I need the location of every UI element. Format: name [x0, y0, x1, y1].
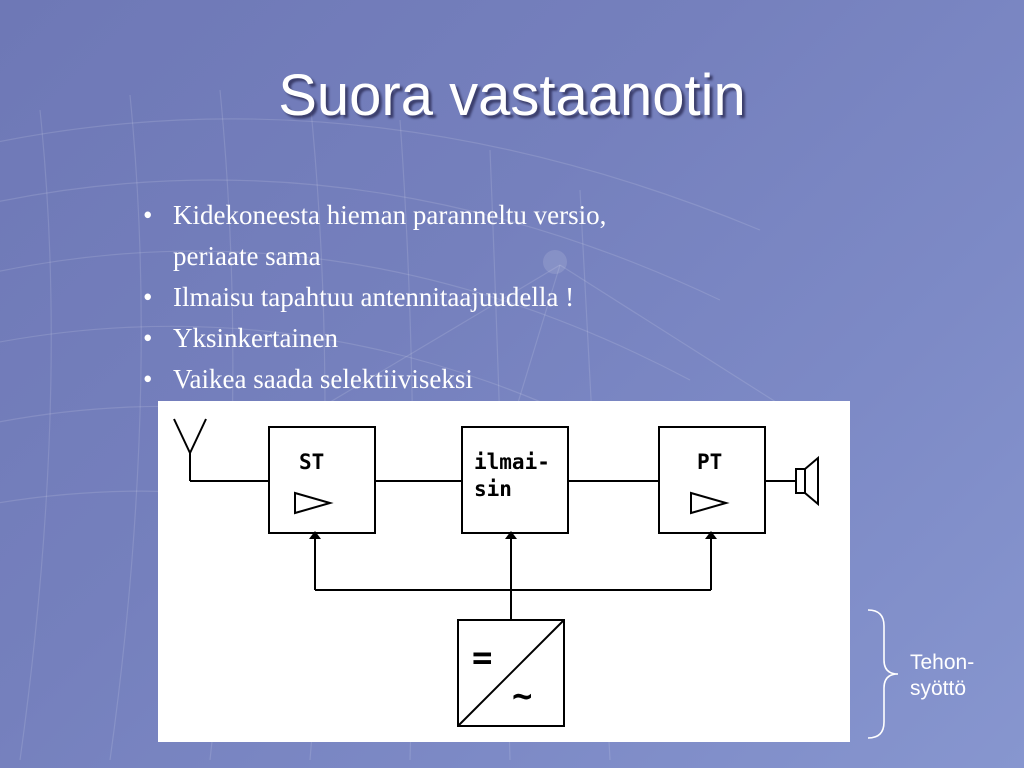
slide-title: Suora vastaanotin	[278, 63, 746, 128]
bullet-dot-icon: •	[143, 282, 153, 312]
af-amplifier-block	[659, 427, 765, 533]
rf-amplifier-block	[269, 427, 375, 533]
side-label-line2: syöttö	[910, 677, 967, 700]
bullet-item	[143, 195, 783, 277]
bullet-text: Ilmaisu tapahtuu antennitaajuudella !	[173, 282, 575, 312]
detector-label-line1: ilmai-	[474, 450, 550, 474]
detector-label-line2: sin	[474, 477, 512, 501]
st-amplifier-icon	[295, 493, 330, 513]
bullet-dot-icon: •	[143, 364, 153, 394]
st-label: ST	[299, 450, 325, 474]
psu-dc-symbol: =	[472, 638, 493, 678]
curly-brace-icon	[866, 608, 906, 740]
bullet-text: Kidekoneesta hieman paranneltu versio,	[173, 200, 607, 230]
side-label-line1: Tehon-	[910, 651, 975, 674]
bullet-item	[143, 277, 783, 318]
bullet-dot-icon: •	[143, 323, 153, 353]
bullet-item	[143, 359, 783, 400]
receiver-block-diagram	[158, 401, 850, 742]
bullet-text: Vaikea saada selektiiviseksi	[173, 364, 473, 394]
bullet-list	[143, 195, 783, 400]
power-supply-side-label	[910, 650, 974, 702]
bullet-text: Yksinkertainen	[173, 323, 338, 353]
bullet-text-continuation: periaate sama	[173, 241, 321, 271]
psu-ac-symbol: ~	[512, 676, 533, 716]
bullet-item	[143, 318, 783, 359]
antenna-icon	[174, 419, 206, 481]
bullet-dot-icon: •	[143, 200, 153, 230]
speaker-icon	[796, 458, 818, 504]
pt-amplifier-icon	[691, 493, 726, 513]
pt-label: PT	[697, 450, 723, 474]
